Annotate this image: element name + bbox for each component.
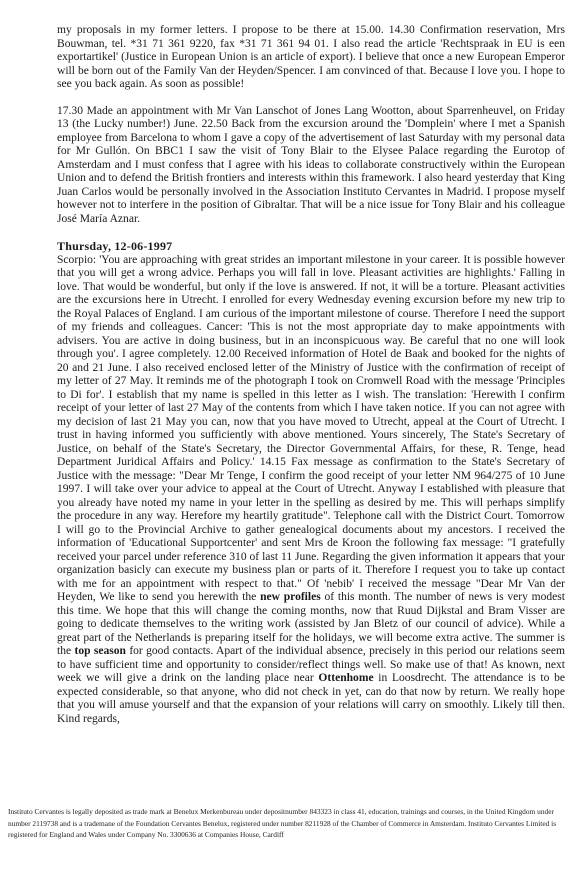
- paragraph-gap: [57, 92, 565, 105]
- bold-ottenhome: Ottenhome: [318, 672, 374, 684]
- body-text-part-2: of this month. The number of news is very modest this time. We hope that this will change the coming months, now that Ruud Dijkstal and Bram Visser are going to dedicate themselves to the writing work (assisted by Jan Bletz of our council of advice). While a great part of the Netherlands is preparing itself for the holidays, we will become extra active. The summer is the: [57, 591, 565, 657]
- diary-entry-1730: 17.30 Made an appointment with Mr Van Lanschot of Jones Lang Wootton, about Sparrenheuvel, on Friday 13 (the Lucky number!) June. 22.50 Back from the excursion around the 'Domplein' where I met a Spanish employee from Barcelona to whom I gave a copy of the advertisement of last Saturday with my personal data for Mr Gullón. On BBC1 I saw the visit of Tony Blair to the Elysee Palace regarding the Eurotop of Amsterdam and I must confess that I agree with his ideas to collaborate constructively within the European Union and to defend the British frontiers and interests within this framework. I also heard yesterday that King Juan Carlos would be personally involved in the Association Instituto Cervantes in Madrid. I propose myself however not to interfere in the position of Gibraltar. That will be a nice issue for Tony Blair and his colleague José María Aznar.: [57, 104, 565, 225]
- diary-entry-thursday: [57, 254, 565, 727]
- bold-top-season: top season: [74, 645, 126, 657]
- body-text-part-1: Scorpio: 'You are approaching with great strides an important milestone in your career. It is possible however that you will get a wrong advice. Perhaps you will fall in love. Pleasant activities are highlights.' Falling in love. That would be wonderful, but only if the love is answered. If not, it will be a torture. Pleasant activities are the excursions here in Utrecht. I enrolled for every Wednesday evening excursion before my new trip to the Royal Palaces of England. I am curious of the important milestone of course. Therefore I need the support of my friends and colleagues. Cancer: 'This is not the most appropriate day to make appointments with advisers. You are active in doing business, but in an inconspicuous way. Be careful that no one will look through you'. I agree completely. 12.00 Received information of Hotel de Baak and booked for the nights of 20 and 21 June. I also received enclosed letter of the Ministry of Justice with the confirmation of receipt of my letter of 27 May. It reminds me of the photograph I took on Cromwell Road with the message 'Principles to Di for'. I establish that my name is spelled in this letter as I wish. The translation: 'Herewith I confirm receipt of your letter of last 27 May of the contents from which I have taken notice. If you can not agree with my decision of last 21 May you can, now that you have moved to Utrecht, appeal at the Court of Utrecht. I trust in having informed you sufficiently with above mentioned. Yours sincerely, The State's Secretary of Justice, on behalf of the State's Secretary, the Director Governmental Affairs, for these, R. Tenge, head Department Juridical Affairs and Policy.' 14.15 Fax message as confirmation to the State's Secretary of Justice with the message: "Dear Mr Tenge, I confirm the good receipt of your letter NM 964/275 of 10 June 1997. I will take over your advice to appeal at the Court of Utrecht. Anyway I established with pleasure that you already have noted my name in your letter in the spelling as desired by me. This will perhaps simplify the procedure in any way. Herefore my heartily gratitude". Telephone call with the District Court. Tomorrow I will go to the Provincial Archive to gather genealogical documents about my ancestors. I received the information of 'Educational Supportcenter' and sent Mrs de Kroon the following fax message: "I gratefully received your parcel under reference 310 of last 11 June. Regarding the given information it appears that your organization basicly can execute my business plan or parts of it. Therefore I request you to take up contact with me for an appointment with respect to that." Of 'nebib' I received the message "Dear Mr Van der Heyden, We like to send you herewith the: [57, 253, 565, 603]
- date-heading: Thursday, 12-06-1997: [57, 239, 173, 253]
- document-page: [57, 24, 565, 726]
- body-text-part-3: for good contacts. Apart of the individual absence, precisely in this period our relations seem to have sufficient time and opportunity to consider/reflect things well. So make use of that! As known, next week we will give a drink on the landing place near: [57, 645, 565, 684]
- continuation-paragraph: my proposals in my former letters. I propose to be there at 15.00. 14.30 Confirmation reservation, Mrs Bouwman, tel. *31 71 361 9220, fax *31 71 361 94 01. I also read the article 'Rechtspraak in EU is een exportartikel' (Justice in European Union is an article of export). I believe that once a new European Emperor will be born out of the Family Van der Heyden/Spencer. I am convinced of that. Because I love you. I hope to see you back again. As soon as possible!: [57, 24, 565, 90]
- body-text-part-4: in Loosdrecht. The attendance is to be expected considerable, so that anyone, who did not check in yet, can do that now by return. We really hope that you will amuse yourself and that the expansion of your relations will carry on smoothly. Likely till then. Kind regards,: [57, 672, 565, 725]
- footer-note: Instituto Cervantes is legally deposited as trade mark at Benelux Merkenbureau under depositnumber 843323 in class 41, education, trainings and courses, in the United Kingdom under number 2119738 and is a trademane of the Foundation Cervantes Benelux, registered under number 8211928 of the Chamber of Commerce in Amsterdam. Instituto Cervantes Limited is registered for England and Wales under Company No. 3300636 at Companies House, Cardiff: [8, 807, 557, 840]
- bold-new-profiles: new profiles: [260, 591, 321, 603]
